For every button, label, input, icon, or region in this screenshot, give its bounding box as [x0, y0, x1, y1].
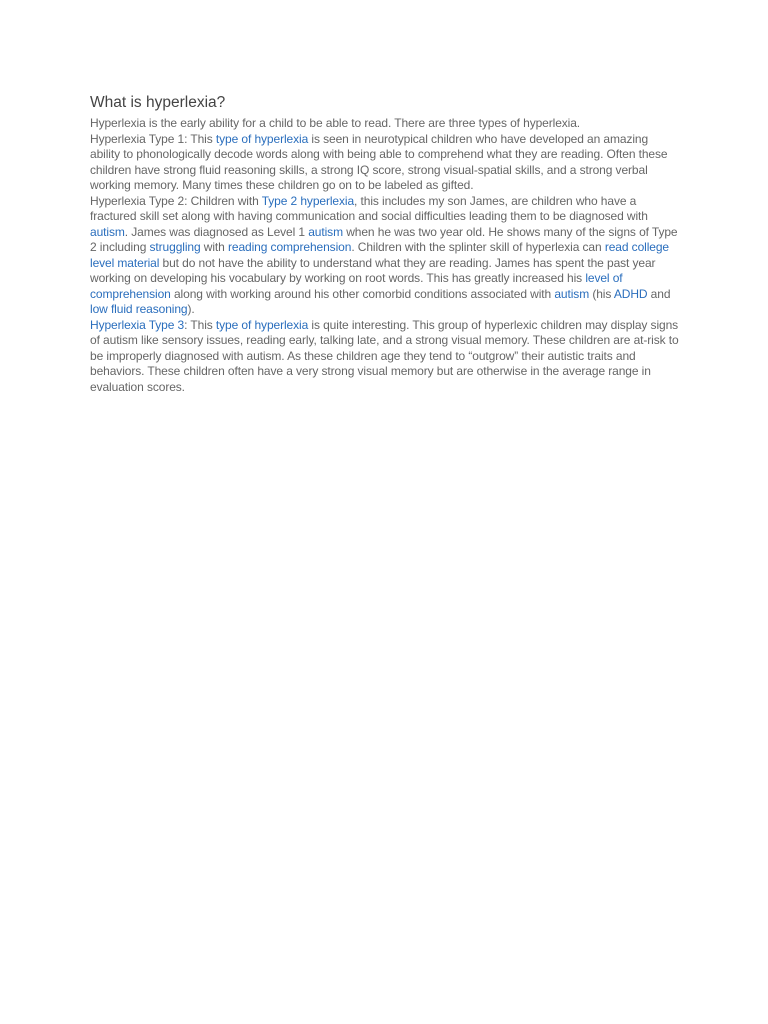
paragraph-text: is seen in neurotypical children who have developed an amazing ability to phonologically decode words along with being able to comprehend what they are reading. Often these children have strong fluid reasoning skills, a strong IQ score, strong visual-spatial skills, and a strong verbal working memory. Many times these children go on to be labeled as gifted.: [90, 131, 668, 192]
paragraph-text: is quite interesting. This group of hyperlexic children may display signs of autism like sensory issues, reading early, talking late, and a strong visual memory. These children are at-risk to be improperly diagnosed with autism. As these children age they tend to “outgrow” their autistic traits and behaviors. These children often have a very strong visual memory but are otherwise in the average range in evaluation scores.: [90, 317, 679, 394]
inline-link[interactable]: Type 2 hyperlexia: [261, 193, 355, 208]
inline-link[interactable]: autism: [308, 224, 343, 239]
paragraph-text: . James was diagnosed as Level 1: [124, 224, 309, 239]
paragraph: [90, 132, 680, 194]
inline-link[interactable]: reading comprehension: [227, 240, 352, 254]
paragraph-text: along with working around his other comorbid conditions associated with: [170, 286, 555, 301]
inline-link[interactable]: type of hyperlexia: [215, 131, 309, 146]
inline-link[interactable]: Hyperlexia Type 3: [90, 317, 185, 332]
article-body: [90, 116, 680, 395]
inline-link[interactable]: autism: [90, 224, 125, 239]
paragraph-text: with: [200, 240, 228, 254]
paragraph-text: ).: [187, 302, 195, 316]
document-page: [90, 93, 680, 395]
paragraph: [90, 116, 680, 132]
paragraph-text: Hyperlexia is the early ability for a child to be able to read. There are three types of hyperlexia.: [90, 116, 581, 130]
paragraph-text: Hyperlexia Type 1: This: [90, 131, 216, 146]
paragraph-text: . Children with the splinter skill of hyperlexia can: [351, 240, 605, 254]
paragraph-text: and: [647, 286, 671, 301]
inline-link[interactable]: low fluid reasoning: [90, 302, 188, 316]
inline-link[interactable]: struggling: [149, 240, 201, 254]
paragraph-text: when he was two year old. He shows many of the signs of Type 2 including: [90, 224, 678, 254]
inline-link[interactable]: ADHD: [613, 286, 648, 301]
page-title: What is hyperlexia?: [90, 94, 226, 111]
inline-link[interactable]: type of hyperlexia: [215, 317, 309, 332]
paragraph-text: : This: [184, 317, 216, 332]
paragraph-text: but do not have the ability to understand what they are reading. James has spent the past year working on developing his vocabulary by working on root words. This has greatly increased his: [90, 255, 656, 285]
paragraph: [90, 194, 680, 318]
paragraph-text: , this includes my son James, are children who have a fractured skill set along with having communication and social difficulties leading them to be diagnosed with: [90, 193, 648, 223]
paragraph-text: (his: [589, 286, 614, 301]
inline-link[interactable]: read college level material: [90, 240, 669, 270]
inline-link[interactable]: level of comprehension: [90, 271, 623, 301]
inline-link[interactable]: autism: [554, 286, 590, 301]
paragraph: [90, 318, 680, 396]
paragraph-text: Hyperlexia Type 2: Children with: [90, 193, 262, 208]
